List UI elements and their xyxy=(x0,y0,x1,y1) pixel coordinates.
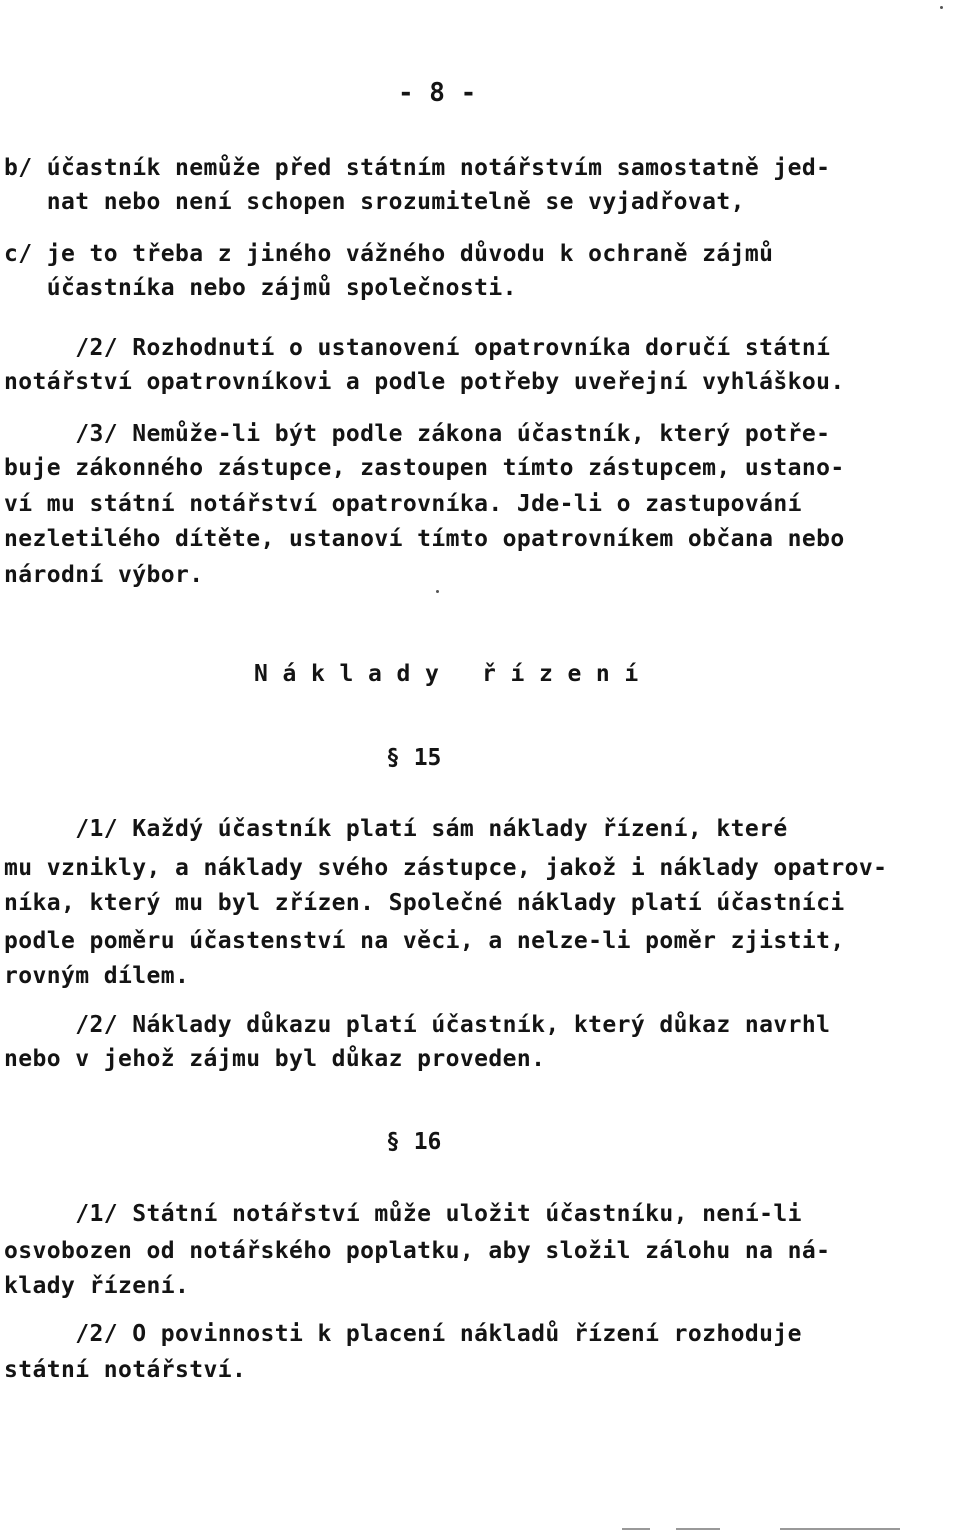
section-number: § 15 xyxy=(386,745,442,771)
text-line: /2/ Náklady důkazu platí účastník, který důkaz navrhl xyxy=(4,1012,831,1038)
scan-speck xyxy=(436,590,439,593)
text-line: b/ účastník nemůže před státním notářstvím samostatně jed- xyxy=(4,155,831,181)
scan-mark xyxy=(622,1528,650,1530)
text-line: ví mu státní notářství opatrovníka. Jde-li o zastupování xyxy=(4,491,802,517)
text-line: níka, který mu byl zřízen. Společné náklady platí účastníci xyxy=(4,890,845,916)
text-line: /2/ O povinnosti k placení nákladů řízení rozhoduje xyxy=(4,1321,802,1347)
text-line: /2/ Rozhodnutí o ustanovení opatrovníka doručí státní xyxy=(4,335,831,361)
text-line: notářství opatrovníkovi a podle potřeby uveřejní vyhláškou. xyxy=(4,369,845,395)
page-number: - 8 - xyxy=(398,78,477,108)
text-line: nezletilého dítěte, ustanoví tímto opatrovníkem občana nebo xyxy=(4,526,845,552)
text-line: nat nebo není schopen srozumitelně se vyjadřovat, xyxy=(4,189,745,215)
text-line: mu vznikly, a náklady svého zástupce, jakož i náklady opatrov- xyxy=(4,855,888,881)
scan-mark xyxy=(676,1528,720,1530)
section-number: § 16 xyxy=(386,1129,442,1155)
text-line: /1/ Každý účastník platí sám náklady řízení, které xyxy=(4,816,788,842)
section-heading: N á k l a d y ř í z e n í xyxy=(254,661,639,687)
text-line: nebo v jehož zájmu byl důkaz proveden. xyxy=(4,1046,546,1072)
text-line: klady řízení. xyxy=(4,1273,190,1299)
text-line: /3/ Nemůže-li být podle zákona účastník, který potře- xyxy=(4,421,831,447)
text-line: národní výbor. xyxy=(4,562,204,588)
text-line: osvobozen od notářského poplatku, aby složil zálohu na ná- xyxy=(4,1238,831,1264)
text-line: státní notářství. xyxy=(4,1357,247,1383)
scan-speck xyxy=(940,6,943,9)
text-line: /1/ Státní notářství může uložit účastníku, není-li xyxy=(4,1201,802,1227)
text-line: podle poměru účastenství na věci, a nelze-li poměr zjistit, xyxy=(4,928,845,954)
scan-mark xyxy=(780,1528,900,1530)
text-line: účastníka nebo zájmů společnosti. xyxy=(4,275,517,301)
text-line: rovným dílem. xyxy=(4,963,190,989)
text-line: c/ je to třeba z jiného vážného důvodu k ochraně zájmů xyxy=(4,241,774,267)
text-line: buje zákonného zástupce, zastoupen tímto zástupcem, ustano- xyxy=(4,455,845,481)
